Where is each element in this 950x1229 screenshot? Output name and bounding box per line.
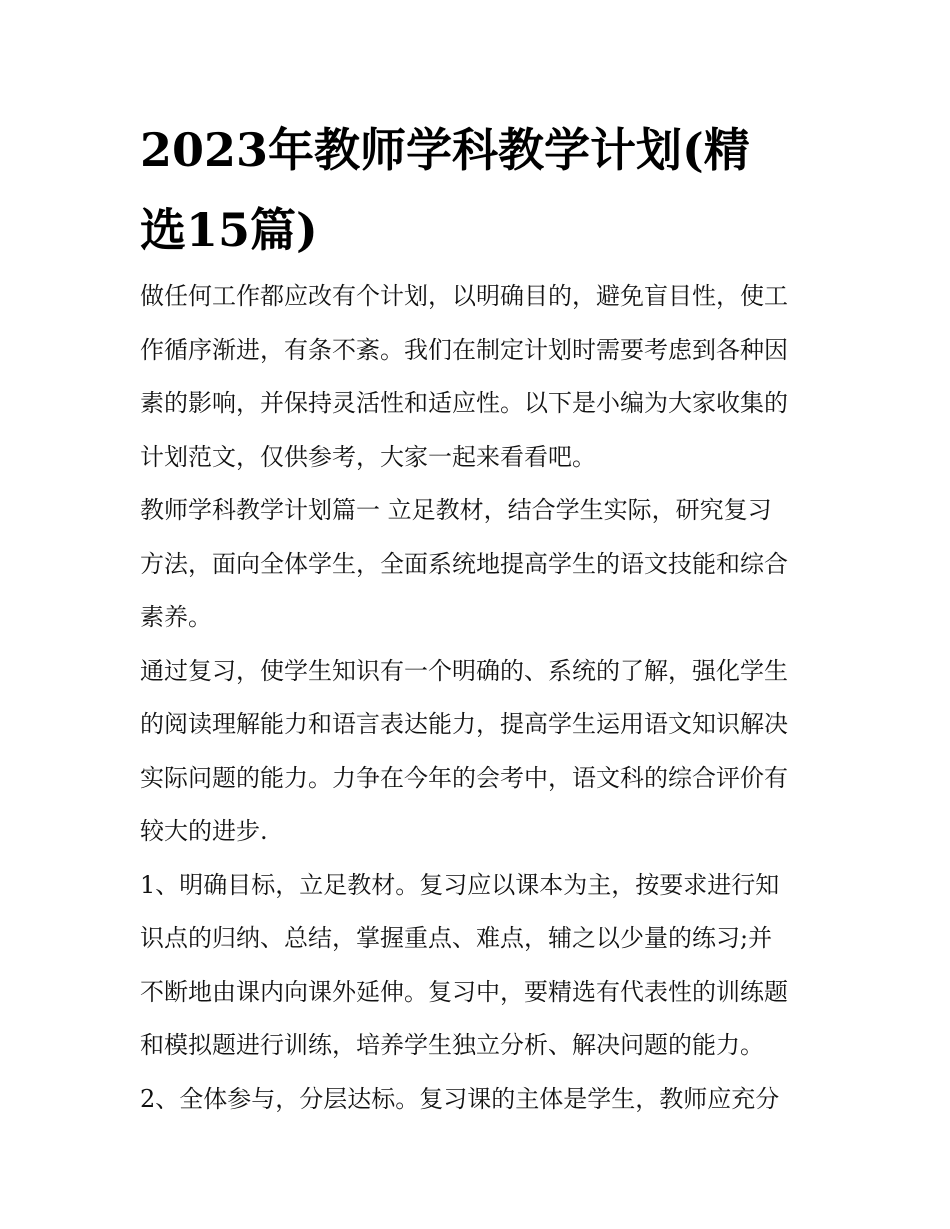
paragraph-section-one [140,484,820,645]
text-line: 和模拟题进行训练，培养学生独立分析、解决问题的能力。 [140,1031,764,1059]
text-line: 通过复习，使学生知识有一个明确的、系统的了解，强化学生 [140,656,788,685]
title-line: 2023年教师学科教学计划(精 [140,123,750,177]
text-line: 计划范文，仅供参考，大家一起来看看吧。 [140,442,596,471]
paragraph-item-1 [140,859,820,1073]
text-line: 实际问题的能力。力争在今年的会考中，语文科的综合评价有 [140,763,788,792]
document-body [140,270,820,1126]
text-line: 的阅读理解能力和语言表达能力，提高学生运用语文知识解决 [140,710,788,738]
document-title [140,110,820,270]
paragraph-intro [140,270,820,484]
text-line: 做任何工作都应改有个计划，以明确目的，避免盲目性，使工 [140,282,788,310]
text-line: 识点的归纳、总结，掌握重点、难点，辅之以少量的练习;并 [140,924,773,952]
text-line: 教师学科教学计划篇一 立足教材，结合学生实际，研究复习 [140,496,772,524]
text-line: 较大的进步. [140,817,268,845]
text-line: 作循序渐进，有条不紊。我们在制定计划时需要考虑到各种因 [140,335,788,364]
text-line: 方法，面向全体学生，全面系统地提高学生的语文技能和综合 [140,549,788,578]
text-line: 1、明确目标，立足教材。复习应以课本为主，按要求进行知 [140,870,780,899]
text-line: 2、全体参与，分层达标。复习课的主体是学生，教师应充分 [140,1084,780,1113]
paragraph-review-goals [140,645,820,859]
paragraph-item-2 [140,1073,820,1127]
text-line: 不断地由课内向课外延伸。复习中，要精选有代表性的训练题 [140,977,788,1006]
text-line: 素的影响，并保持灵活性和适应性。以下是小编为大家收集的 [140,389,788,417]
title-line: 选15篇) [140,203,318,257]
text-line: 素养。 [140,603,212,631]
